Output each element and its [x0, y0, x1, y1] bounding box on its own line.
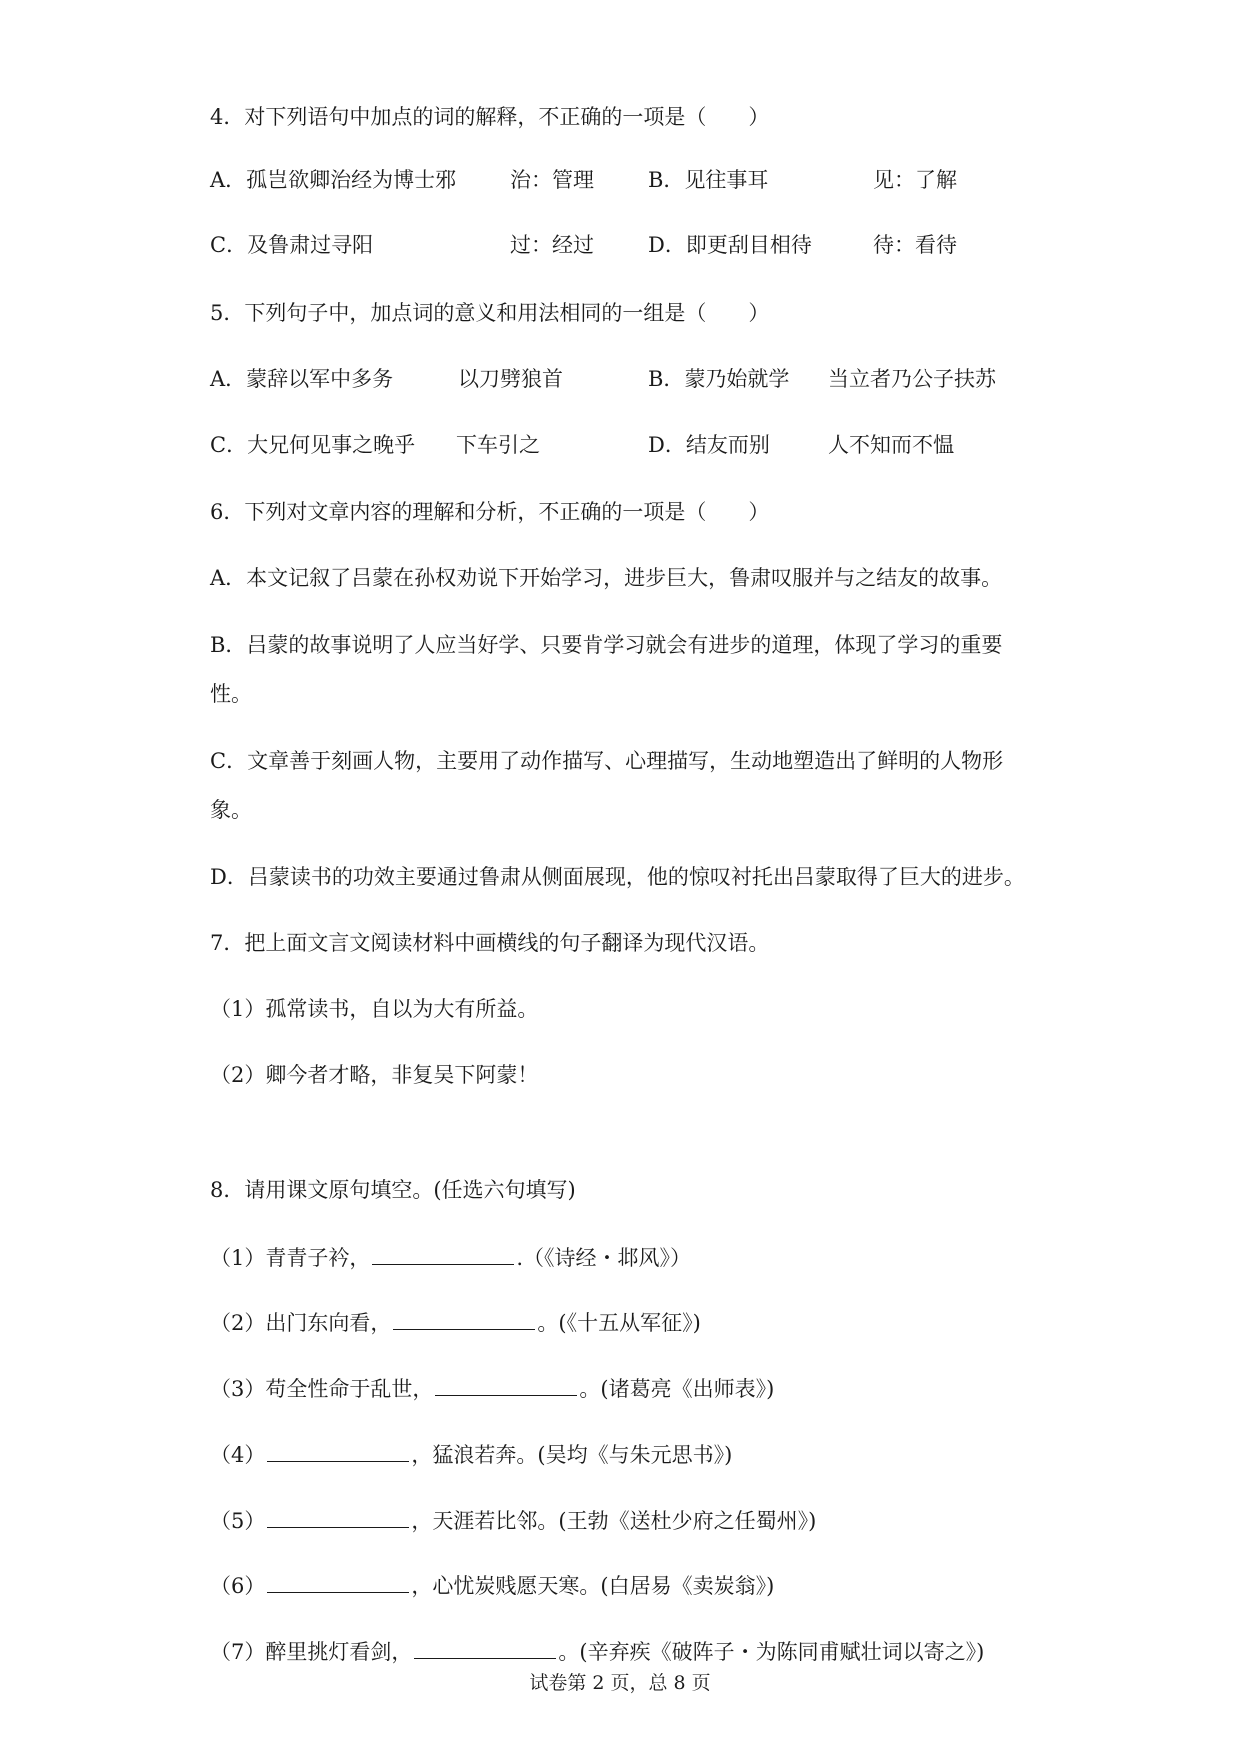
option-letter: D． [648, 233, 686, 257]
q5-option-d [648, 430, 770, 460]
item-before: 出门东向看， [265, 1311, 392, 1335]
q4-option-b-gloss: 见：了解 [873, 168, 957, 192]
page-footer: 试卷第 2 页，总 8 页 [529, 1672, 711, 1694]
q6-option-d: D．吕蒙读书的功效主要通过鲁肃从侧面展现，他的惊叹衬托出吕蒙取得了巨大的进步。 [210, 865, 1025, 889]
item-before: 醉里挑灯看剑， [265, 1640, 413, 1664]
q5-option-b [648, 364, 789, 394]
q6-option-c: C．文章善于刻画人物，主要用了动作描写、心理描写，生动地塑造出了鲜明的人物形 [210, 749, 1004, 773]
q8-item-7 [210, 1636, 984, 1667]
item-number: （7） [210, 1640, 266, 1664]
option-letter: C． [210, 433, 248, 457]
option-letter: C． [210, 233, 248, 257]
option-text: 及鲁肃过寻阳 [247, 233, 374, 257]
answer-blank[interactable] [435, 1373, 577, 1396]
q7-item-2: （2）卿今者才略，非复吴下阿蒙！ [210, 1063, 539, 1087]
q5-option-b-pair: 当立者乃公子扶苏 [828, 367, 996, 391]
option-letter: B． [648, 168, 685, 192]
q5-option-d-pair: 人不知而不愠 [828, 433, 954, 457]
q6-option-b-cont: 性。 [210, 682, 252, 706]
option-text: 见往事耳 [684, 168, 769, 192]
q6-stem: 6．下列对文章内容的理解和分析，不正确的一项是（ ） [210, 500, 770, 524]
q4-option-a [210, 165, 456, 195]
option-text: 大兄何见事之晚乎 [247, 433, 416, 457]
item-number: （4） [210, 1443, 266, 1467]
option-letter: B． [648, 367, 685, 391]
item-after: ，天涯若比邻。(王勃《送杜少府之任蜀州》) [411, 1509, 817, 1533]
item-before: 苟全性命于乱世， [265, 1377, 434, 1401]
q4-option-d [648, 230, 812, 260]
option-text: 结友而别 [685, 433, 770, 457]
option-text: 蒙辞以军中多务 [246, 367, 394, 391]
answer-blank[interactable] [267, 1570, 409, 1593]
q8-item-1 [210, 1242, 691, 1273]
q4-stem: 4．对下列语句中加点的词的解释，不正确的一项是（ ） [210, 105, 770, 129]
answer-blank[interactable] [267, 1505, 409, 1528]
q4-option-a-gloss: 治：管理 [510, 168, 594, 192]
item-after: 。(辛弃疾《破阵子・为陈同甫赋壮词以寄之》) [558, 1640, 985, 1664]
q8-item-6 [210, 1570, 774, 1601]
item-number: （3） [210, 1377, 266, 1401]
q4-option-b [648, 165, 768, 195]
item-after: .（《诗经・邶风》） [516, 1246, 692, 1270]
q7-stem: 7．把上面文言文阅读材料中画横线的句子翻译为现代汉语。 [210, 931, 770, 955]
q6-option-a: A．本文记叙了吕蒙在孙权劝说下开始学习，进步巨大，鲁肃叹服并与之结友的故事。 [210, 566, 1003, 590]
option-letter: A． [210, 168, 247, 192]
q4-option-c-gloss: 过：经过 [510, 233, 594, 257]
option-text: 蒙乃始就学 [684, 367, 790, 391]
q5-stem: 5．下列句子中，加点词的意义和用法相同的一组是（ ） [210, 301, 770, 325]
answer-blank[interactable] [393, 1307, 535, 1330]
q5-option-a [210, 364, 393, 394]
q5-option-c-pair: 下车引之 [456, 433, 540, 457]
item-after: 。(《十五从军征》) [537, 1311, 701, 1335]
item-after: 。(诸葛亮《出师表》) [579, 1377, 775, 1401]
q6-option-c-cont: 象。 [210, 798, 252, 822]
option-text: 即更刮目相待 [685, 233, 812, 257]
q8-item-4 [210, 1439, 732, 1470]
q5-option-c [210, 430, 415, 460]
item-before: 青青子衿， [265, 1246, 371, 1270]
q4-option-c [210, 230, 373, 260]
q8-item-3 [210, 1373, 774, 1404]
q4-option-d-gloss: 待：看待 [873, 233, 957, 257]
q7-item-1: （1）孤常读书，自以为大有所益。 [210, 997, 539, 1021]
item-number: （2） [210, 1311, 266, 1335]
item-after: ，猛浪若奔。(吴均《与朱元思书》) [411, 1443, 733, 1467]
q6-option-b: B．吕蒙的故事说明了人应当好学、只要肯学习就会有进步的道理，体现了学习的重要 [210, 633, 1003, 657]
item-number: （6） [210, 1574, 266, 1598]
option-letter: D． [648, 433, 686, 457]
q5-option-a-pair: 以刀劈狼首 [458, 367, 563, 391]
option-text: 孤岂欲卿治经为博士邪 [246, 168, 457, 192]
item-after: ，心忧炭贱愿天寒。(白居易《卖炭翁》) [411, 1574, 775, 1598]
q8-item-5 [210, 1505, 816, 1536]
q8-item-2 [210, 1307, 701, 1338]
q8-stem: 8．请用课文原句填空。(任选六句填写) [210, 1178, 576, 1202]
item-number: （1） [210, 1246, 266, 1270]
answer-blank[interactable] [414, 1636, 556, 1659]
answer-blank[interactable] [267, 1439, 409, 1462]
item-number: （5） [210, 1509, 266, 1533]
answer-blank[interactable] [372, 1242, 514, 1265]
option-letter: A． [210, 367, 247, 391]
